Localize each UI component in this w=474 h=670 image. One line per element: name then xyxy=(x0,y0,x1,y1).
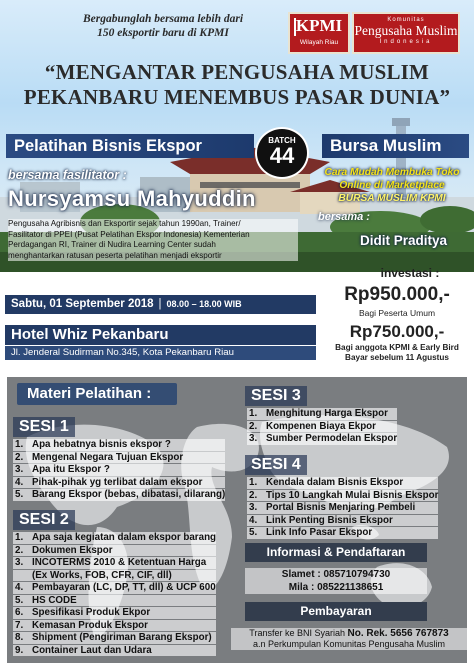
item-text: Kompenen Biaya Ekpor xyxy=(266,420,376,432)
logo-country: Indonesia xyxy=(379,39,433,45)
facilitator-name: Nursyamsu Mahyuddin xyxy=(8,186,256,211)
list-item xyxy=(247,527,438,539)
list-item xyxy=(13,439,225,451)
item-text: HS CODE xyxy=(32,594,77,606)
marketplace-promo xyxy=(312,166,472,205)
event-address: Jl. Jenderal Sudirman No.345, Kota Pekanbaru Riau xyxy=(5,346,316,360)
price-general-note: Bagi Peserta Umum xyxy=(358,308,436,318)
item-number: 3. xyxy=(15,464,24,475)
date-separator: | xyxy=(158,298,162,310)
list-item xyxy=(13,620,216,632)
program-band xyxy=(6,134,469,158)
item-number: 7. xyxy=(15,619,24,631)
tagline xyxy=(58,12,268,40)
item-text: Pihak-pihak yg terlibat dalam ekspor xyxy=(32,476,203,488)
investment-label: investasi : xyxy=(380,266,440,280)
tagline-line-2: 150 eksportir baru di KPMI xyxy=(97,27,229,39)
payment-account-holder: a.n Perkumpulan Komunitas Pengusaha Muslim xyxy=(252,639,446,649)
logo-name: Pengusaha Muslim xyxy=(354,23,458,38)
list-item xyxy=(13,582,216,594)
item-text: Apa itu Ekspor ? xyxy=(32,464,110,475)
list-item xyxy=(13,557,216,569)
list-item xyxy=(13,464,225,476)
headline-line-1: “MENGANTAR PENGUSAHA MUSLIM xyxy=(44,60,430,84)
list-item xyxy=(247,515,438,527)
list-item xyxy=(247,477,438,489)
item-text: Tips 10 Langkah Mulai Bisnis Ekspor xyxy=(266,489,439,501)
item-number: 2. xyxy=(249,489,258,501)
item-text: Dokumen Ekspor xyxy=(32,544,113,556)
kpmi-logo-subtitle: Wilayah Riau xyxy=(299,39,339,46)
list-item xyxy=(13,570,216,582)
payment-line-1 xyxy=(231,628,467,639)
item-text: Shipment (Pengiriman Barang Ekspor) xyxy=(32,632,212,643)
item-text: Apa saja kegiatan dalam ekspor barang xyxy=(32,532,217,543)
price-member: Rp750.000,- xyxy=(349,322,445,341)
payment-heading: Pembayaran xyxy=(245,602,427,621)
sesi-4-heading: SESI 4 xyxy=(245,455,307,475)
sesi-3-list xyxy=(247,408,397,446)
item-number: 2. xyxy=(15,451,24,463)
event-venue: Hotel Whiz Pekanbaru xyxy=(5,325,316,345)
list-item xyxy=(13,645,216,657)
list-item xyxy=(247,490,438,502)
item-text: Pembayaran (LC, DP, TT, dll) & UCP 600 xyxy=(32,582,216,593)
co-facilitator-label: bersama : xyxy=(318,211,370,223)
payment-account-number: No. Rek. 5656 767873 xyxy=(347,628,449,639)
sesi-4-list xyxy=(247,477,438,540)
hero-banner xyxy=(0,0,474,272)
item-text: Portal Bisnis Menjaring Pembeli xyxy=(266,502,416,513)
payment-bank: Transfer ke BNI Syariah xyxy=(249,628,345,638)
event-date-bar xyxy=(5,295,316,314)
item-number: 6. xyxy=(15,607,24,618)
item-text: Apa hebatnya bisnis ekspor ? xyxy=(32,439,171,450)
item-number: 4. xyxy=(15,582,24,593)
facilitator-desc-line: Fasilitator di PPEI (Pusat Pelatihan Ekspor Indonesia) Kementerian xyxy=(8,229,250,239)
item-number: 1. xyxy=(249,477,258,488)
item-number: 1. xyxy=(15,439,24,450)
list-item xyxy=(13,607,216,619)
sesi-1-list xyxy=(13,439,225,502)
price-member-note-line-2: Bayar sebelum 11 Agustus xyxy=(345,353,449,362)
sesi-3-heading: SESI 3 xyxy=(245,386,307,406)
item-text: Kendala dalam Bisnis Ekspor xyxy=(266,477,404,488)
pengusaha-muslim-logo xyxy=(352,12,460,54)
item-number: 5. xyxy=(249,527,258,538)
facilitator-description xyxy=(8,219,298,261)
price-general: Rp950.000,- xyxy=(344,284,450,305)
item-text: INCOTERMS 2010 & Ketentuan Harga xyxy=(32,557,207,568)
item-text: Container Laut dan Udara xyxy=(32,644,152,656)
item-text: Kemasan Produk Ekspor xyxy=(32,619,148,631)
list-item xyxy=(247,421,397,433)
item-number: 4. xyxy=(15,476,24,488)
tagline-line-1: Bergabunglah bersama lebih dari xyxy=(82,13,244,25)
batch-number: 44 xyxy=(269,143,295,168)
price-member-note-line-1: Bagi anggota KPMI & Early Bird xyxy=(335,343,459,352)
list-item xyxy=(13,532,216,544)
item-number: 5. xyxy=(15,594,24,606)
item-text: Sumber Permodelan Ekspor xyxy=(266,433,398,444)
kpmi-emblem-icon xyxy=(294,18,300,36)
item-text: (Ex Works, FOB, CFR, CIF, dll) xyxy=(32,569,172,581)
item-number: 3. xyxy=(249,433,258,444)
list-item xyxy=(13,489,225,501)
sesi-1-heading: SESI 1 xyxy=(13,417,75,437)
item-text: Link Penting Bisnis Ekspor xyxy=(266,514,393,526)
item-number: 8. xyxy=(15,632,24,643)
item-text: Barang Ekspor (bebas, dibatasi, dilarang) xyxy=(32,489,226,500)
list-item xyxy=(13,545,216,557)
event-time: 08.00 – 18.00 WIB xyxy=(166,299,242,309)
item-number: 1. xyxy=(15,532,24,543)
headline-line-2: PEKANBARU MENEMBUS PASAR DUNIA” xyxy=(23,85,451,109)
list-item xyxy=(247,408,397,420)
contact-block xyxy=(245,568,427,594)
item-text: Menghitung Harga Ekspor xyxy=(266,408,388,419)
marketplace-line-2: Online di Marketplace xyxy=(339,180,445,191)
item-number: 3. xyxy=(249,502,258,513)
list-item xyxy=(13,632,216,644)
sesi-2-list xyxy=(13,532,216,657)
facilitator-desc-line: Perdagangan RI, Trainer di Nudira Learning Center sudah xyxy=(8,240,216,249)
item-number: 4. xyxy=(249,514,258,526)
co-facilitator-name: Didit Praditya xyxy=(360,233,448,248)
item-number: 1. xyxy=(249,408,258,419)
bursa-muslim-title: Bursa Muslim xyxy=(322,134,469,158)
item-number: 5. xyxy=(15,489,24,500)
item-number: 2. xyxy=(249,420,258,432)
materi-section xyxy=(7,377,467,663)
batch-label: BATCH xyxy=(268,136,296,145)
list-item xyxy=(247,433,397,445)
item-text: Spesifikasi Produk Ekpor xyxy=(32,607,151,618)
payment-details xyxy=(231,628,467,650)
item-number: 3. xyxy=(15,557,24,568)
marketplace-line-1: Cara Mudah Membuka Toko xyxy=(324,167,460,178)
list-item xyxy=(13,452,225,464)
facilitator-desc-line: Pengusaha Agribisnis dan Eksportir sejak tahun 1990an, Trainer/ xyxy=(8,219,241,228)
headline xyxy=(0,60,474,110)
materi-title: Materi Pelatihan : xyxy=(17,383,177,405)
program-title: Pelatihan Bisnis Ekspor xyxy=(6,134,254,158)
kpmi-logo-title: KPMI xyxy=(295,16,343,35)
list-item xyxy=(13,477,225,489)
batch-badge xyxy=(255,127,309,179)
facilitator-label: bersama fasilitator : xyxy=(8,168,127,182)
contact-slamet: Slamet : 085710794730 xyxy=(281,569,391,580)
logo-komunitas: Komunitas xyxy=(387,17,425,23)
facilitator-desc-line: menghantarkan ratusan peserta pelatihan menjadi eksportir xyxy=(8,250,222,260)
item-number: 2. xyxy=(15,544,24,556)
item-number: 9. xyxy=(15,644,24,656)
event-date: Sabtu, 01 September 2018 xyxy=(11,298,154,310)
kpmi-logo xyxy=(288,12,350,54)
item-text: Mengenal Negara Tujuan Ekspor xyxy=(32,451,184,463)
list-item xyxy=(247,502,438,514)
price-member-note xyxy=(322,343,472,363)
item-text: Link Info Pasar Ekspor xyxy=(266,527,373,538)
sesi-2-heading: SESI 2 xyxy=(13,510,75,530)
info-registration-heading: Informasi & Pendaftaran xyxy=(245,543,427,562)
marketplace-line-3: BURSA MUSLIM KPMI xyxy=(338,193,446,204)
list-item xyxy=(13,595,216,607)
contact-mila: Mila : 085221138651 xyxy=(288,582,384,593)
